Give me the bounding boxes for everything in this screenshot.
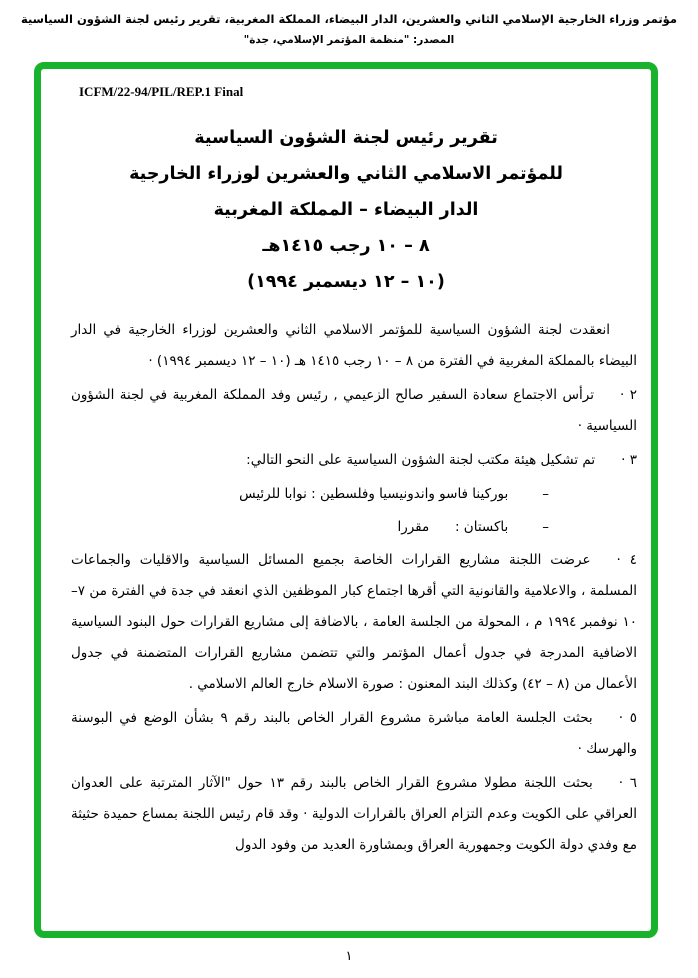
source-header-line2: المصدر: "منظمة المؤتمر الإسلامي، جدة" <box>243 34 455 46</box>
paragraph-4 <box>71 545 637 700</box>
paragraph-5 <box>71 703 637 765</box>
list-dash: – <box>542 519 549 535</box>
paragraph-text: عرضت اللجنة مشاريع القرارات الخاصة بجميع المسائل السياسية والاقليات والجماعات المسلمة ، والاعلامية والقانونية التي أقرها اجتماع كبار الموظفين الذي انعقد في جدة في الفترة من ٧–١٠ نوفمبر ١٩٩٤ م ، المحولة من الجلسة العامة ، بالاضافة إلى مشاريع القرارات حول البنود السياسية الاضافية المدرجة في جدول أعمال المؤتمر والتي تتضمن مشاريع القرارات المتضمنة في جدول الأعمال من (٨ – ٤٢) وكذلك البند المعنون : صورة الاسلام خارج العالم الاسلامي . <box>71 552 637 692</box>
title-line-1: تقرير رئيس لجنة الشؤون السياسية <box>194 128 498 148</box>
paragraph-text: انعقدت لجنة الشؤون السياسية للمؤتمر الاسلامي الثاني والعشرين لوزراء الخارجية في الدار البيضاء بالمملكة المغربية في الفترة من ٨ – ١٠ رجب ١٤١٥ هـ (١٠ – ١٢ ديسمبر ١٩٩٤) · <box>71 322 637 369</box>
paragraph-2 <box>71 380 637 442</box>
paragraph-6 <box>71 768 637 861</box>
paragraph-1 <box>71 315 637 377</box>
paragraph-3 <box>71 445 637 476</box>
document-frame <box>34 62 658 938</box>
source-header-line1: مؤتمر وزراء الخارجية الإسلامي الثاني والعشرين، الدار البيضاء، المملكة المغربية، تقرير رئيس لجنة الشؤون السياسية <box>20 12 678 26</box>
paragraph-text: تم تشكيل هيئة مكتب لجنة الشؤون السياسية على النحو التالي: <box>246 452 596 468</box>
paragraph-number: ٣ · <box>621 452 637 468</box>
bureau-item <box>71 512 637 543</box>
paragraph-text: بحثت الجلسة العامة مباشرة مشروع القرار الخاص بالبند رقم ٩ بشأن الوضع في البوسنة والهرسك · <box>71 710 637 757</box>
title-line-5: (١٠ – ١٢ ديسمبر ١٩٩٤) <box>247 272 445 292</box>
source-header <box>0 12 698 47</box>
paragraph-number: ٦ · <box>618 775 637 791</box>
document-body <box>71 315 637 861</box>
paragraph-number: ٢ · <box>619 387 637 403</box>
paragraph-number: ٤ · <box>616 552 637 568</box>
page-number: ١ <box>345 949 353 964</box>
bureau-item-text: باكستان : مقررا <box>397 519 509 535</box>
paragraph-text: بحثت اللجنة مطولا مشروع القرار الخاص بالبند رقم ١٣ حول "الآثار المترتبة على العدوان العراقي على الكويت وعدم التزام العراق بالقرارات الدولية · وقد قام رئيس اللجنة بمساع حميدة حثيثة مع وفدي دولة الكويت وجمهورية العراق وبمشاورة العديد من وفود الدول <box>71 775 637 853</box>
title-line-3: الدار البيضاء – المملكة المغربية <box>213 200 479 220</box>
bureau-list <box>71 479 637 543</box>
list-dash: – <box>542 486 549 502</box>
document-title <box>41 120 651 300</box>
bureau-item <box>71 479 637 510</box>
paragraph-number: ٥ · <box>618 710 637 726</box>
bureau-item-text: بوركينا فاسو واندونيسيا وفلسطين : نوابا للرئيس <box>239 486 509 502</box>
title-line-2: للمؤتمر الاسلامي الثاني والعشرين لوزراء الخارجية <box>129 164 563 184</box>
paragraph-text: ترأس الاجتماع سعادة السفير صالح الزعيمي , رئيس وفد المملكة المغربية في لجنة الشؤون السياسية · <box>71 387 637 434</box>
document-reference: ICFM/22-94/PIL/REP.1 Final <box>79 84 244 99</box>
title-line-4: ٨ – ١٠ رجب ١٤١٥هـ <box>262 236 430 256</box>
